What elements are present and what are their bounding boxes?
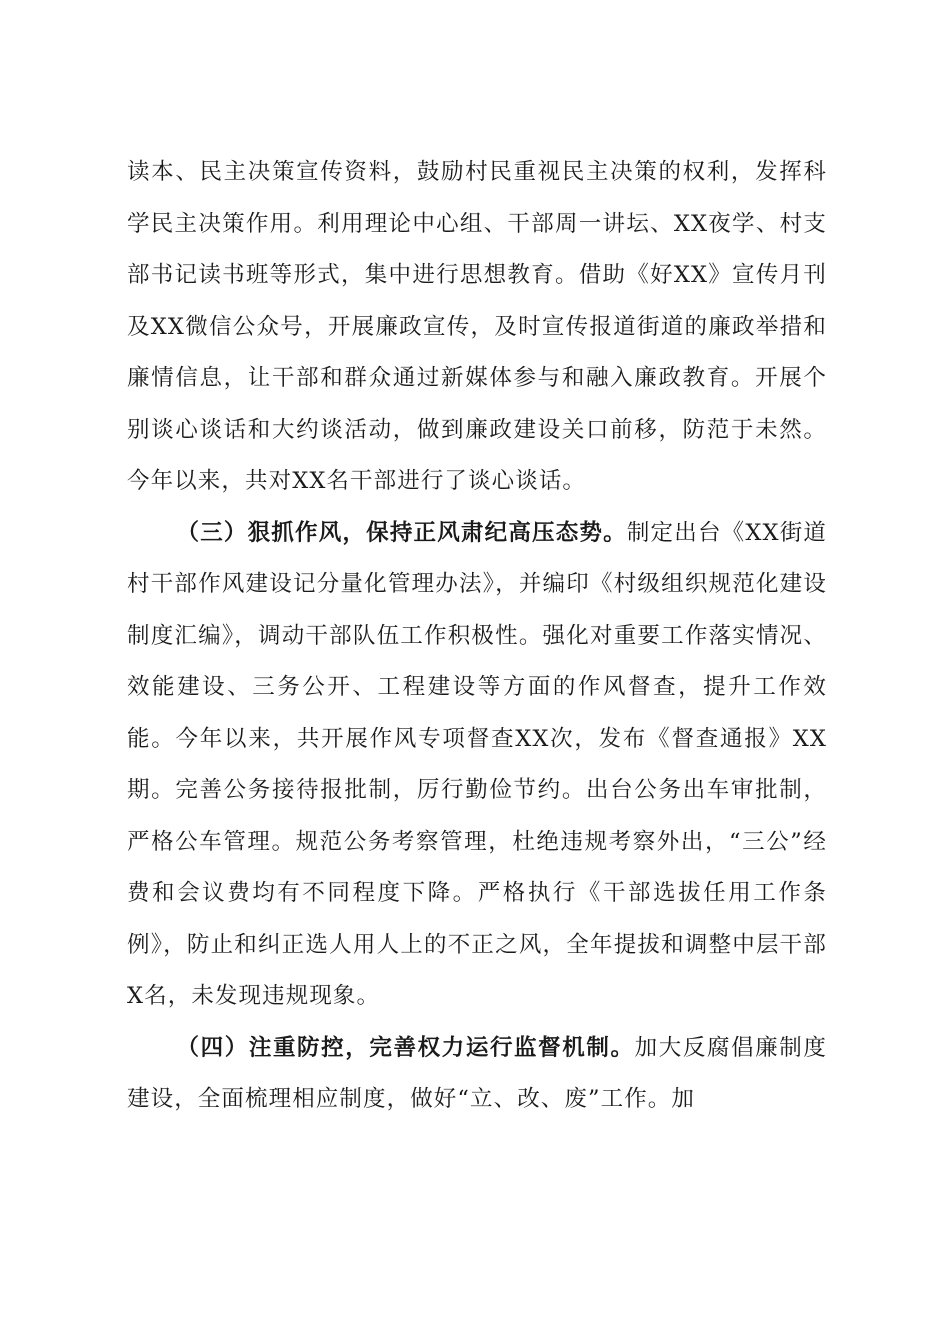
document-body bbox=[127, 147, 827, 1126]
paragraph-text: 制定出台《XX街道村干部作风建设记分量化管理办法》，并编印《村级组织规范化建设制度汇编》，调动干部队伍工作积极性。强化对重要工作落实情况、效能建设、三务公开、工程建设等方面的作风督查，提升工作效能。今年以来，共开展作风专项督查XX次，发布《督查通报》XX期。完善公务接待报批制，厉行勤俭节约。出台公务出车审批制，严格公车管理。规范公务考察管理，杜绝违规考察外出，“三公”经费和会议费均有不同程度下降。严格执行《干部选拔任用工作条例》，防止和纠正选人用人上的不正之风，全年提拔和调整中层干部X名，未发现违规现象。 bbox=[127, 519, 827, 1009]
section-heading-4: （四）注重防控，完善权力运行监督机制。 bbox=[176, 1034, 635, 1061]
paragraph-text: 读本、民主决策宣传资料，鼓励村民重视民主决策的权利，发挥科学民主决策作用。利用理论中心组、干部周一讲坛、XX夜学、村支部书记读书班等形式，集中进行思想教育。借助《好XX》宣传月刊及XX微信公众号，开展廉政宣传，及时宣传报道街道的廉政举措和廉情信息，让干部和群众通过新媒体参与和融入廉政教育。开展个别谈心谈话和大约谈活动，做到廉政建设关口前移，防范于未然。今年以来，共对XX名干部进行了谈心谈话。 bbox=[127, 159, 827, 494]
section-heading-3: （三）狠抓作风，保持正风肃纪高压态势。 bbox=[176, 519, 627, 546]
paragraph-text: 加大反腐倡廉制度建设，全面梳理相应制度，做好“立、改、废”工作。加 bbox=[127, 1034, 827, 1112]
paragraph-section-3 bbox=[127, 508, 827, 1023]
paragraph-section-4 bbox=[127, 1023, 827, 1126]
paragraph-continuation bbox=[127, 147, 827, 508]
